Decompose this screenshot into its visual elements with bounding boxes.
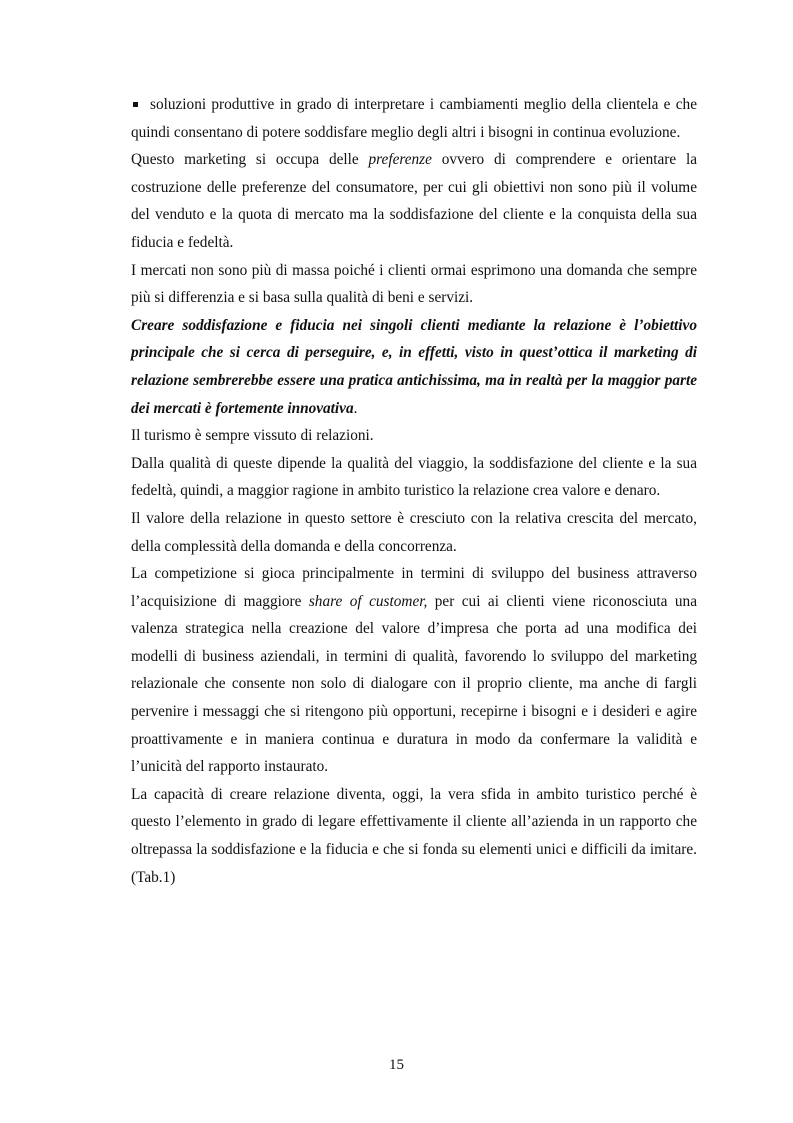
paragraph-competition-start: La competizione si gioca principalmente in termini di sviluppo del business attraverso l’acquisizione di maggiore [131, 565, 697, 610]
paragraph-key-statement [131, 312, 697, 422]
bullet-item [131, 91, 697, 146]
paragraph-relation-value: Il valore della relazione in questo settore è cresciuto con la relativa crescita del mercato, della complessità della domanda e della concorrenza. [131, 509, 697, 555]
paragraph-tourism-relations: Il turismo è sempre vissuto di relazioni. [131, 427, 374, 445]
preferences-term: preferenze [368, 151, 432, 169]
key-statement-emphasis: Creare soddisfazione e fiducia nei singoli clienti mediante la relazione è l’obiettivo principale che si cerca di perseguire, e, in effetti, visto in quest’ottica il marketing di relazione sembrerebbe essere una pratica antichissima, ma in realtà per la maggior parte dei mercati è fortemente innovativa [131, 316, 697, 417]
bullet-item-text: soluzioni produttive in grado di interpretare i cambiamenti meglio della clientela e che quindi consentano di potere soddisfare meglio degli altri i bisogni in continua evoluzione. [131, 96, 697, 141]
square-bullet-icon [133, 102, 138, 107]
paragraph-mass-markets: I mercati non sono più di massa poiché i clienti ormai esprimono una domanda che sempre più si differenzia e si basa sulla qualità di beni e servizi. [131, 261, 697, 307]
key-statement-end: . [353, 399, 358, 417]
paragraph-competition-end: per cui ai clienti viene riconosciuta una valenza strategica nella creazione del valore d’impresa che porta ad una modifica dei modelli di business aziendali, in termini di qualità, favorendo lo sviluppo del marketing relazionale che consente non solo di dialogare con il proprio cliente, ma anche di fargli pervenire i messaggi che si ritengono più opportuni, recepirne i bisogni e i desideri e agire proattivamente e in maniera continua e duratura in modo da confermare la validità e l’unicità del rapporto instaurato. [131, 592, 697, 776]
body-text [131, 91, 697, 891]
paragraph-preferences [131, 146, 697, 256]
page-number: 15 [389, 1057, 404, 1073]
paragraph-preferences-end: ovvero di comprendere e orientare la costruzione delle preferenze del consumatore, per cui gli obiettivi non sono più il volume del venduto e la quota di mercato ma la soddisfazione del cliente e la conquista della sua fiducia e fedeltà. [131, 151, 698, 251]
paragraph-preferences-start: Questo marketing si occupa delle [131, 151, 369, 169]
paragraph-competition [131, 560, 697, 781]
paragraph-challenge: La capacità di creare relazione diventa, oggi, la vera sfida in ambito turistico perché è questo l’elemento in grado di legare effettivamente il cliente all’azienda in un rapporto che oltrepassa la soddisfazione e la fiducia e che si fonda su elementi unici e difficili da imitare. (Tab.1) [131, 785, 697, 886]
paragraph-travel-quality: Dalla qualità di queste dipende la qualità del viaggio, la soddisfazione del cliente e la sua fedeltà, quindi, a maggior ragione in ambito turistico la relazione crea valore e denaro. [131, 454, 697, 500]
share-of-customer-term: share of customer, [308, 592, 428, 610]
